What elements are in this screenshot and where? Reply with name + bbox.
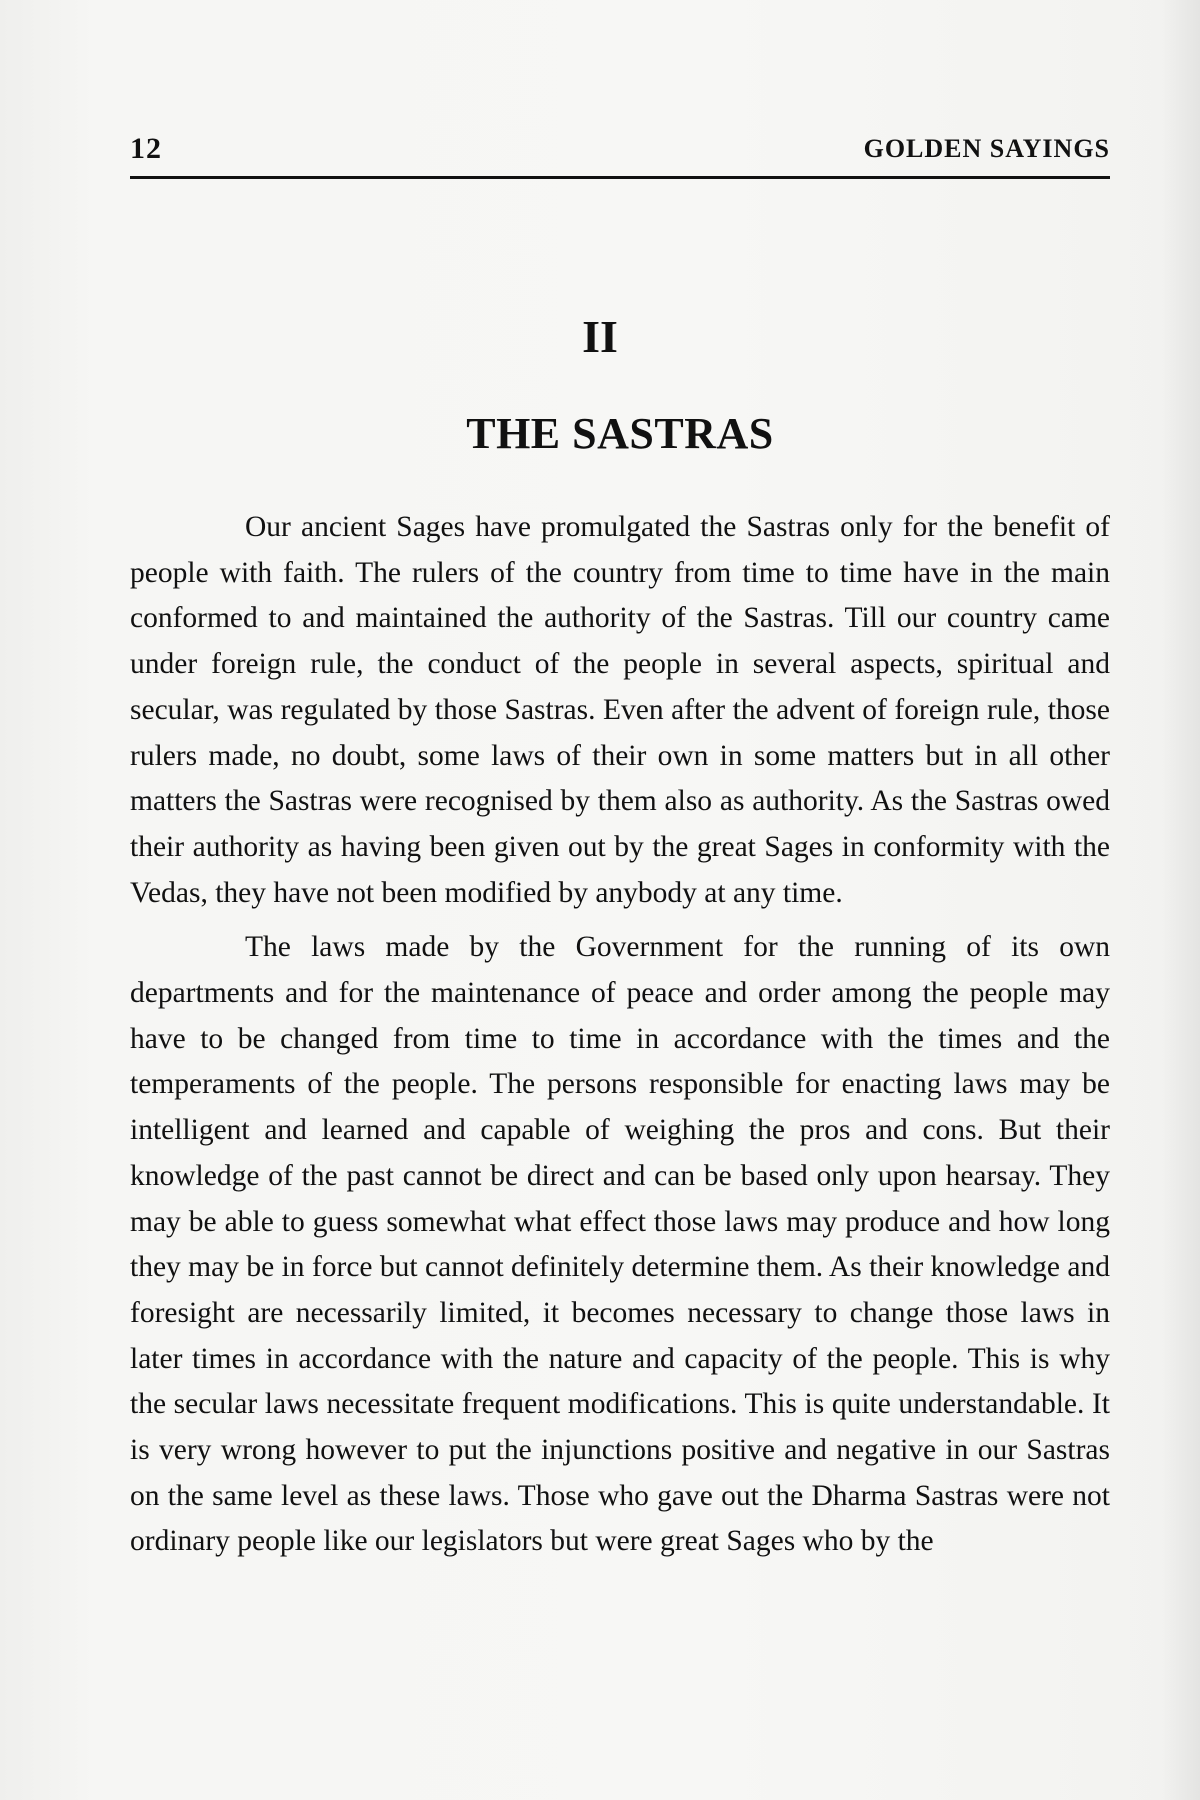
page-number: 12	[130, 132, 162, 165]
paragraph: The laws made by the Government for the running of its own departments and for the maintenance of peace and order among the people may have to be changed from time to time in accordance with the times and the temperaments of the people. The persons responsible for enacting laws may be intelligent and learned and capable of weighing the pros and cons. But their knowledge of the past cannot be direct and can be based only upon hearsay. They may be able to guess somewhat what effect those laws may produce and how long they may be in force but cannot definitely determine them. As their knowledge and foresight are necessarily limited, it becomes necessary to change those laws in later times in accordance with the nature and capacity of the people. This is why the secular laws necessitate frequent modifications. This is quite understandable. It is very wrong however to put the injunctions positive and negative in our Sastras on the same level as these laws. Those who gave out the Dharma Sastras were not ordinary people like our legislators but were great Sages who by the	[130, 931, 1110, 1558]
running-head: GOLDEN SAYINGS	[863, 134, 1110, 163]
body-text	[130, 505, 1110, 1565]
chapter-number: II	[582, 311, 618, 362]
page-header	[130, 132, 1110, 176]
chapter-title: THE SASTRAS	[466, 409, 774, 458]
page-edge-shadow	[1160, 0, 1200, 1800]
header-rule	[130, 176, 1110, 179]
paragraph: Our ancient Sages have promulgated the Sastras only for the benefit of people with faith. The rulers of the country from time to time have in the main conformed to and maintained the authority of the Sastras. Till our country came under foreign rule, the conduct of the people in several aspects, spiritual and secular, was regulated by those Sastras. Even after the advent of foreign rule, those rulers made, no doubt, some laws of their own in some matters but in all other matters the Sastras were recognised by them also as authority. As the Sastras owed their authority as having been given out by the great Sages in conformity with the Vedas, they have not been modified by anybody at any time.	[130, 511, 1110, 909]
